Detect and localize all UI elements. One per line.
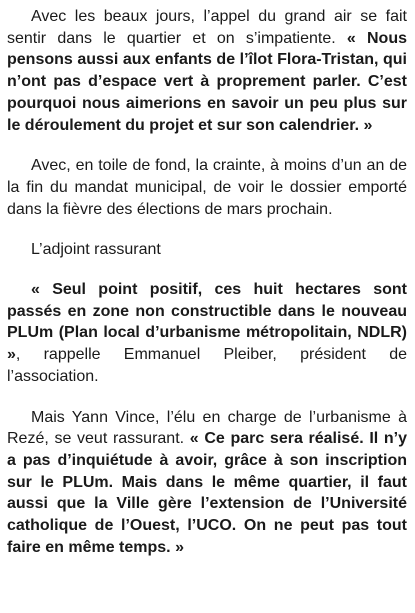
subheading: L’adjoint rassurant: [31, 241, 161, 259]
paragraph-4: [7, 407, 407, 559]
paragraph-1: [7, 6, 407, 136]
paragraph-4-quote: « Ce parc sera réalisé. Il n’y a pas d’inquiétude à avoir, grâce à son inscription sur le PLUm. Mais dans le même quartier, il faut aussi que la Ville gère l’extension de l’Université catholique de l’Ouest, l’UCO. On ne peut pas tout faire en même temps. »: [7, 430, 408, 556]
paragraph-1-text: Avec les beaux jours, l’appel du grand air se fait sentir dans le quartier et on s’impatiente.: [7, 8, 407, 47]
paragraph-1-quote: « Nous pensons aussi aux enfants de l’îlot Flora-Tristan, qui n’ont pas d’espace vert à proprement parler. C’est pourquoi nous aimerions en savoir un peu plus sur le déroulement du projet et sur son calendrier. »: [7, 29, 408, 134]
paragraph-3-quote: « Seul point positif, ces huit hectares sont passés en zone non constructible dans le nouveau PLUm (Plan local d’urbanisme métropolitain, NDLR) »: [7, 281, 407, 364]
paragraph-3: [7, 279, 407, 388]
paragraph-4-text: Mais Yann Vince, l’élu en charge de l’urbanisme à Rezé, se veut rassurant.: [7, 408, 407, 448]
paragraph-3-text: , rappelle Emmanuel Pleiber, président de l’association.: [7, 346, 407, 385]
paragraph-2: Avec, en toile de fond, la crainte, à moins d’un an de la fin du mandat municipal, de voir le dossier emporté dans la fièvre des élections de mars prochain.: [7, 157, 407, 218]
